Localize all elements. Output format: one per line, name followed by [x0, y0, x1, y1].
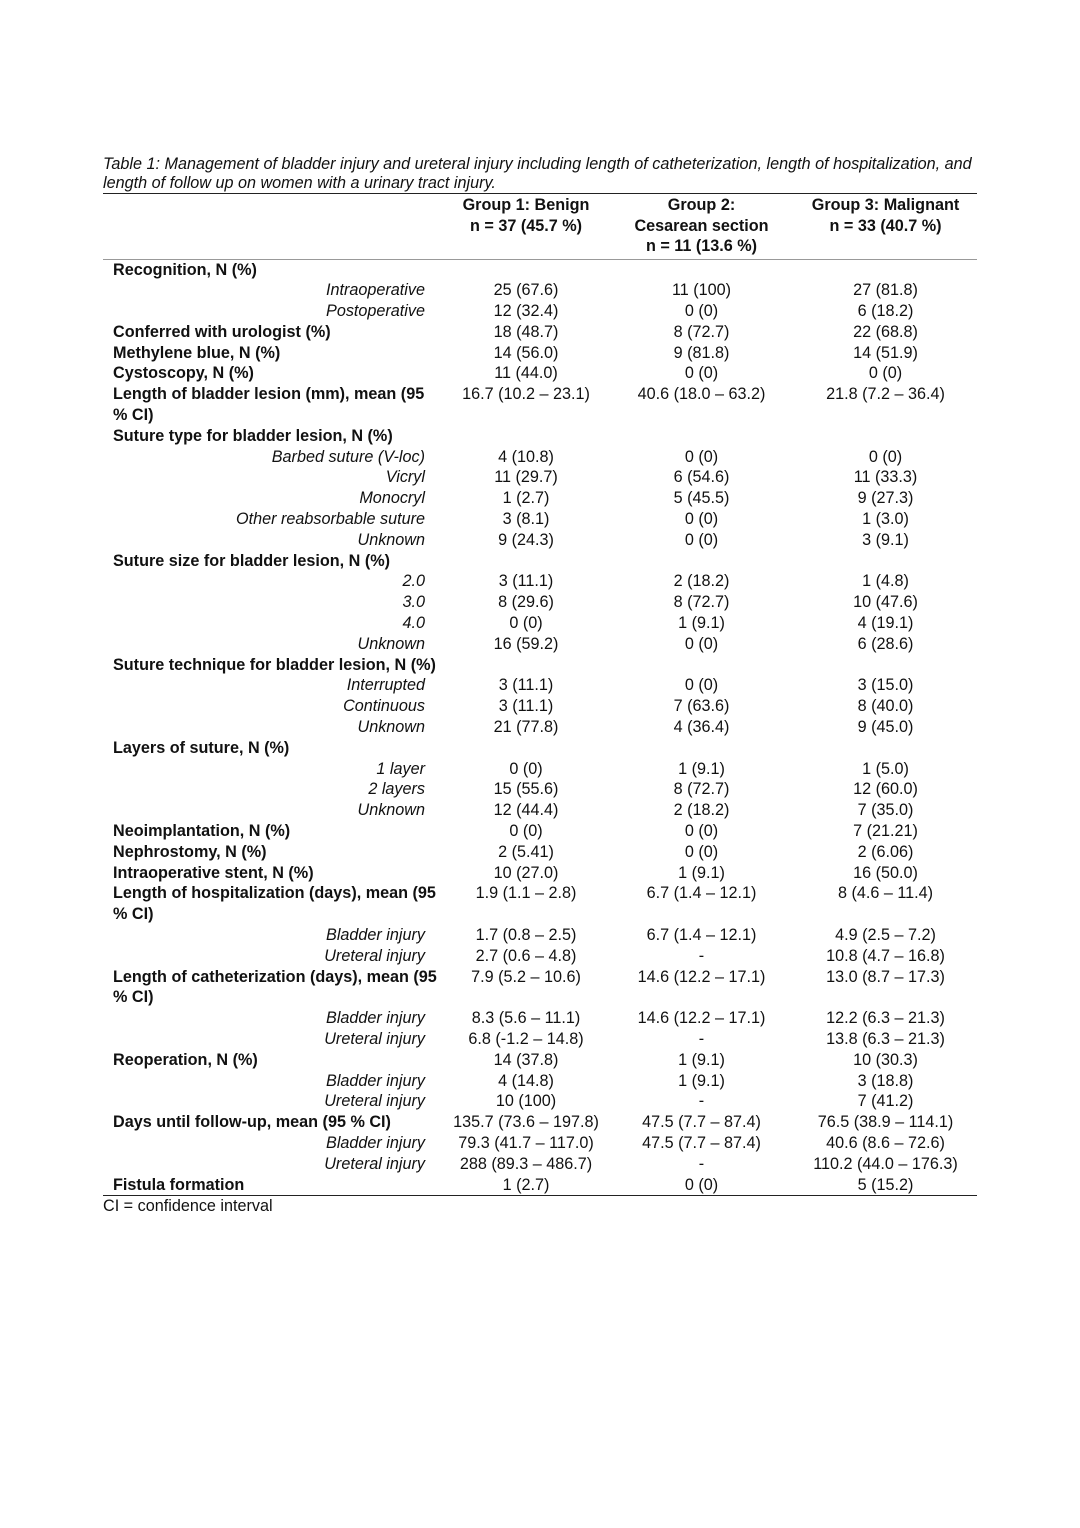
cell-group-1	[443, 259, 609, 280]
cell-group-2: 2 (18.2)	[673, 572, 730, 591]
cell-group-2: 0 (0)	[684, 676, 719, 695]
cell-group-3: 7 (41.2)	[857, 1092, 914, 1111]
row-label: Unknown	[357, 634, 425, 653]
cell-group-3: 9 (45.0)	[857, 718, 914, 737]
cell-group-2: 1 (9.1)	[678, 863, 725, 882]
cell-group-2: 9 (81.8)	[673, 343, 730, 362]
cell-group-3: 3 (18.8)	[857, 1071, 914, 1090]
cell-group-1: 0 (0)	[509, 614, 543, 633]
cell-group-1: 1 (2.7)	[443, 1175, 609, 1196]
row-label: Suture size for bladder lesion, N (%)	[113, 551, 391, 570]
cell-group-2: 6 (54.6)	[673, 468, 730, 487]
cell-group-3: 4 (19.1)	[857, 614, 914, 633]
cell-group-2: 11 (100)	[671, 281, 732, 300]
cell-group-1: 135.7 (73.6 – 197.8)	[453, 1113, 599, 1132]
cell-group-1: 16 (59.2)	[493, 634, 559, 653]
cell-group-3: 10 (30.3)	[853, 1050, 918, 1069]
table-header	[103, 194, 977, 260]
cell-group-3: 6 (28.6)	[857, 634, 914, 653]
table-subrow	[103, 925, 977, 946]
row-label: Bladder injury	[326, 1009, 425, 1028]
table-row	[103, 426, 977, 447]
cell-group-3: 4.9 (2.5 – 7.2)	[835, 926, 936, 944]
header-group-2	[609, 194, 794, 260]
cell-group-2: 7 (63.6)	[673, 697, 730, 716]
table-row	[103, 384, 977, 426]
cell-group-3: 11 (33.3)	[853, 468, 918, 487]
header-line: Cesarean section	[634, 216, 769, 235]
table-subrow	[103, 592, 977, 613]
row-label: Postoperative	[326, 302, 425, 321]
table-row	[103, 322, 977, 343]
header-row	[103, 194, 977, 260]
row-label: 2 layers	[368, 780, 425, 799]
cell-group-3: 0 (0)	[868, 447, 903, 466]
cell-group-3: 16 (50.0)	[853, 863, 918, 882]
header-line: Group 2:	[667, 196, 736, 214]
cell-group-3: 110.2 (44.0 – 176.3)	[813, 1154, 958, 1173]
table-subrow	[103, 447, 977, 468]
row-label: Interrupted	[346, 676, 425, 695]
row-label: Ureteral injury	[324, 1092, 425, 1111]
row-label: Days until follow-up, mean (95 % CI)	[113, 1113, 391, 1132]
cell-group-2: 1 (9.1)	[678, 614, 725, 633]
row-label: Reoperation, N (%)	[113, 1050, 258, 1069]
row-label: 2.0	[402, 572, 425, 591]
cell-group-3: 3 (15.0)	[857, 676, 914, 695]
cell-group-1: 25 (67.6)	[493, 281, 559, 300]
cell-group-3: 1 (5.0)	[862, 759, 909, 778]
table-row	[103, 1050, 977, 1071]
row-label: Length of hospitalization (days), mean (95 % CI)	[113, 884, 436, 924]
table-subrow	[103, 717, 977, 738]
header-group-1	[443, 194, 609, 260]
cell-group-2: 0 (0)	[684, 510, 719, 529]
cell-group-1: 2.7 (0.6 – 4.8)	[475, 946, 577, 965]
cell-group-2: -	[698, 1092, 705, 1111]
cell-group-1: 4 (14.8)	[498, 1071, 554, 1090]
cell-group-2: 6.7 (1.4 – 12.1)	[646, 926, 757, 944]
row-label: Recognition, N (%)	[113, 260, 257, 279]
table-subrow	[103, 613, 977, 634]
table-subrow	[103, 696, 977, 717]
table-subrow	[103, 759, 977, 780]
cell-group-2: 0 (0)	[684, 842, 719, 861]
cell-group-2: 0 (0)	[684, 822, 719, 841]
cell-group-2: 14.6 (12.2 – 17.1)	[637, 967, 766, 986]
cell-group-2	[609, 551, 794, 572]
cell-group-3: 21.8 (7.2 – 36.4)	[826, 385, 945, 404]
row-label: Nephrostomy, N (%)	[113, 842, 267, 861]
row-label: Bladder injury	[326, 1071, 425, 1090]
cell-group-3: 13.0 (8.7 – 17.3)	[826, 967, 945, 986]
table-subrow	[103, 509, 977, 530]
cell-group-3	[794, 551, 977, 572]
row-label: 4.0	[402, 614, 425, 633]
cell-group-2: 40.6 (18.0 – 63.2)	[637, 385, 766, 404]
cell-group-3: 14 (51.9)	[853, 343, 918, 362]
cell-group-2	[609, 738, 794, 759]
cell-group-3: 8 (40.0)	[857, 697, 914, 716]
cell-group-2: 47.5 (7.7 – 87.4)	[642, 1113, 761, 1132]
cell-group-1	[443, 551, 609, 572]
cell-group-3: 12 (60.0)	[853, 780, 918, 799]
cell-group-2: -	[698, 946, 705, 965]
table-caption: Table 1: Management of bladder injury and ureteral injury including length of catheterization, length of hospitalization, and length of follow up on women with a urinary tract injury.	[103, 155, 972, 192]
table-subrow	[103, 1029, 977, 1050]
cell-group-2: 0 (0)	[684, 634, 719, 653]
cell-group-3	[794, 259, 977, 280]
cell-group-3: 76.5 (38.9 – 114.1)	[817, 1113, 954, 1132]
cell-group-3: 0 (0)	[868, 364, 903, 383]
cell-group-1: 6.8 (-1.2 – 14.8)	[468, 1029, 584, 1048]
cell-group-2: 1 (9.1)	[678, 1071, 725, 1090]
table-row	[103, 1175, 977, 1196]
cell-group-1: 15 (55.6)	[493, 780, 559, 799]
row-label: Intraoperative stent, N (%)	[113, 863, 314, 882]
row-label: Intraoperative	[326, 281, 425, 300]
row-label: Ureteral injury	[324, 946, 425, 965]
row-label: 1 layer	[376, 759, 425, 778]
cell-group-3: 8 (4.6 – 11.4)	[837, 884, 934, 903]
cell-group-1: 1.9 (1.1 – 2.8)	[475, 884, 577, 903]
cell-group-3: 40.6 (8.6 – 72.6)	[826, 1133, 945, 1152]
cell-group-3: 10.8 (4.7 – 16.8)	[826, 946, 945, 965]
cell-group-1: 3 (8.1)	[502, 510, 550, 529]
cell-group-1: 14 (56.0)	[493, 343, 559, 362]
cell-group-2: 1 (9.1)	[678, 759, 725, 778]
cell-group-1: 10 (100)	[495, 1092, 557, 1111]
cell-group-2: 0 (0)	[684, 302, 719, 321]
cell-group-1	[443, 426, 609, 447]
table-subrow	[103, 634, 977, 655]
table-row	[103, 551, 977, 572]
cell-group-2: 8 (72.7)	[673, 322, 730, 341]
table-footnote: CI = confidence interval	[103, 1197, 273, 1216]
table-row	[103, 842, 977, 863]
row-label: Unknown	[357, 718, 425, 737]
cell-group-3: 5 (15.2)	[794, 1175, 977, 1196]
cell-group-1: 0 (0)	[509, 822, 543, 841]
row-label: Unknown	[357, 801, 425, 820]
table-subrow	[103, 946, 977, 967]
table-row	[103, 821, 977, 842]
cell-group-1: 12 (44.4)	[493, 801, 559, 820]
table-row	[103, 259, 977, 280]
row-label: Suture technique for bladder lesion, N (%)	[113, 655, 436, 674]
cell-group-3: 27 (81.8)	[853, 281, 918, 300]
cell-group-1: 3 (11.1)	[498, 697, 554, 716]
cell-group-1: 1 (2.7)	[502, 489, 550, 508]
cell-group-2	[609, 426, 794, 447]
cell-group-3: 22 (68.8)	[853, 322, 918, 341]
cell-group-2: 4 (36.4)	[673, 718, 730, 737]
cell-group-2: 0 (0)	[684, 364, 719, 383]
row-label: 3.0	[402, 593, 425, 612]
cell-group-1: 12 (32.4)	[493, 302, 559, 321]
cell-group-2: 14.6 (12.2 – 17.1)	[637, 1009, 766, 1028]
cell-group-1: 11 (29.7)	[494, 468, 558, 487]
table-subrow	[103, 1071, 977, 1092]
cell-group-1: 288 (89.3 – 486.7)	[459, 1154, 593, 1173]
header-line: n = 33 (40.7 %)	[829, 216, 942, 235]
cell-group-3: 2 (6.06)	[857, 842, 914, 861]
row-label: Length of bladder lesion (mm), mean (95 % CI)	[113, 385, 425, 425]
cell-group-1: 21 (77.8)	[493, 718, 559, 737]
row-label: Ureteral injury	[324, 1029, 425, 1048]
row-label: Neoimplantation, N (%)	[113, 822, 291, 841]
cell-group-1: 1.7 (0.8 – 2.5)	[475, 926, 577, 944]
cell-group-3: 1 (4.8)	[862, 572, 909, 591]
row-label: Conferred with urologist (%)	[113, 322, 331, 341]
cell-group-2	[609, 655, 794, 676]
cell-group-1	[443, 738, 609, 759]
cell-group-3: 7 (21.21)	[853, 822, 918, 841]
cell-group-2: 0 (0)	[609, 1175, 794, 1196]
cell-group-1: 10 (27.0)	[493, 863, 559, 882]
cell-group-3: 3 (9.1)	[862, 530, 909, 549]
cell-group-1	[443, 655, 609, 676]
row-label: Suture type for bladder lesion, N (%)	[113, 426, 393, 445]
cell-group-3: 9 (27.3)	[857, 489, 914, 508]
cell-group-2: 2 (18.2)	[673, 801, 730, 820]
row-label: Unknown	[357, 530, 425, 549]
cell-group-3	[794, 426, 977, 447]
header-group-3	[794, 194, 977, 260]
cell-group-1: 18 (48.7)	[493, 322, 559, 341]
table-row	[103, 863, 977, 884]
cell-group-2: 5 (45.5)	[673, 489, 730, 508]
row-label: Vicryl	[385, 468, 425, 487]
cell-group-3: 10 (47.6)	[853, 593, 918, 612]
cell-group-1: 9 (24.3)	[498, 530, 554, 549]
table-figure	[103, 155, 977, 1216]
cell-group-2: 8 (72.7)	[673, 780, 730, 799]
cell-group-3	[794, 655, 977, 676]
row-label: Barbed suture (V-loc)	[271, 447, 425, 466]
cell-group-2: 0 (0)	[684, 447, 719, 466]
cell-group-2: -	[698, 1029, 705, 1048]
row-label: Monocryl	[359, 489, 425, 508]
header-label-cell	[103, 194, 443, 260]
row-label: Fistula formation	[103, 1175, 443, 1196]
table-subrow	[103, 1091, 977, 1112]
table-subrow	[103, 1154, 977, 1175]
row-label: Ureteral injury	[324, 1154, 425, 1173]
table-row	[103, 655, 977, 676]
table-subrow	[103, 675, 977, 696]
cell-group-3: 1 (3.0)	[862, 510, 909, 529]
header-line: n = 11 (13.6 %)	[645, 237, 758, 255]
row-label: Continuous	[343, 697, 425, 716]
cell-group-2: 47.5 (7.7 – 87.4)	[642, 1133, 761, 1152]
table-subrow	[103, 301, 977, 322]
cell-group-1: 0 (0)	[509, 759, 543, 778]
table-body	[103, 259, 977, 1196]
row-label: Other reabsorbable suture	[236, 510, 425, 529]
row-label: Bladder injury	[326, 926, 425, 944]
table-row	[103, 1112, 977, 1133]
cell-group-3: 13.8 (6.3 – 21.3)	[826, 1029, 945, 1048]
cell-group-2	[609, 259, 794, 280]
cell-group-2: 0 (0)	[684, 530, 719, 549]
table-subrow	[103, 488, 977, 509]
cell-group-1: 14 (37.8)	[493, 1050, 559, 1069]
table-row	[103, 883, 977, 925]
cell-group-3	[794, 738, 977, 759]
table-subrow	[103, 467, 977, 488]
table-row	[103, 363, 977, 384]
cell-group-1: 3 (11.1)	[498, 676, 554, 695]
table-subrow	[103, 779, 977, 800]
cell-group-1: 16.7 (10.2 – 23.1)	[462, 385, 590, 404]
cell-group-3: 7 (35.0)	[857, 801, 914, 820]
cell-group-2: -	[698, 1154, 705, 1173]
row-label: Length of catheterization (days), mean (95 % CI)	[113, 967, 437, 1007]
table-subrow	[103, 571, 977, 592]
table-subrow	[103, 800, 977, 821]
row-label: Methylene blue, N (%)	[113, 343, 281, 362]
table-subrow	[103, 280, 977, 301]
cell-group-1: 2 (5.41)	[498, 842, 554, 861]
cell-group-2: 6.7 (1.4 – 12.1)	[646, 884, 757, 903]
table-subrow	[103, 1008, 977, 1029]
results-table	[103, 193, 977, 1196]
cell-group-2: 8 (72.7)	[673, 593, 730, 612]
cell-group-3: 12.2 (6.3 – 21.3)	[826, 1009, 945, 1028]
cell-group-1: 8.3 (5.6 – 11.1)	[471, 1009, 581, 1028]
table-row	[103, 738, 977, 759]
cell-group-2: 1 (9.1)	[678, 1050, 725, 1069]
cell-group-3: 6 (18.2)	[857, 302, 914, 321]
cell-group-1: 7.9 (5.2 – 10.6)	[471, 967, 581, 986]
cell-group-1: 3 (11.1)	[498, 572, 554, 591]
row-label: Layers of suture, N (%)	[113, 738, 290, 757]
row-label: Cystoscopy, N (%)	[113, 364, 254, 383]
cell-group-1: 79.3 (41.7 – 117.0)	[458, 1133, 594, 1152]
header-line: Group 3: Malignant	[811, 196, 960, 214]
table-subrow	[103, 530, 977, 551]
header-line: n = 37 (45.7 %)	[469, 216, 583, 235]
table-subrow	[103, 1133, 977, 1154]
cell-group-1: 11 (44.0)	[494, 364, 558, 383]
table-row	[103, 343, 977, 364]
cell-group-1: 4 (10.8)	[498, 447, 554, 466]
table-row	[103, 967, 977, 1009]
cell-group-1: 8 (29.6)	[498, 593, 554, 612]
header-line: Group 1: Benign	[462, 196, 590, 214]
row-label: Bladder injury	[326, 1133, 425, 1152]
